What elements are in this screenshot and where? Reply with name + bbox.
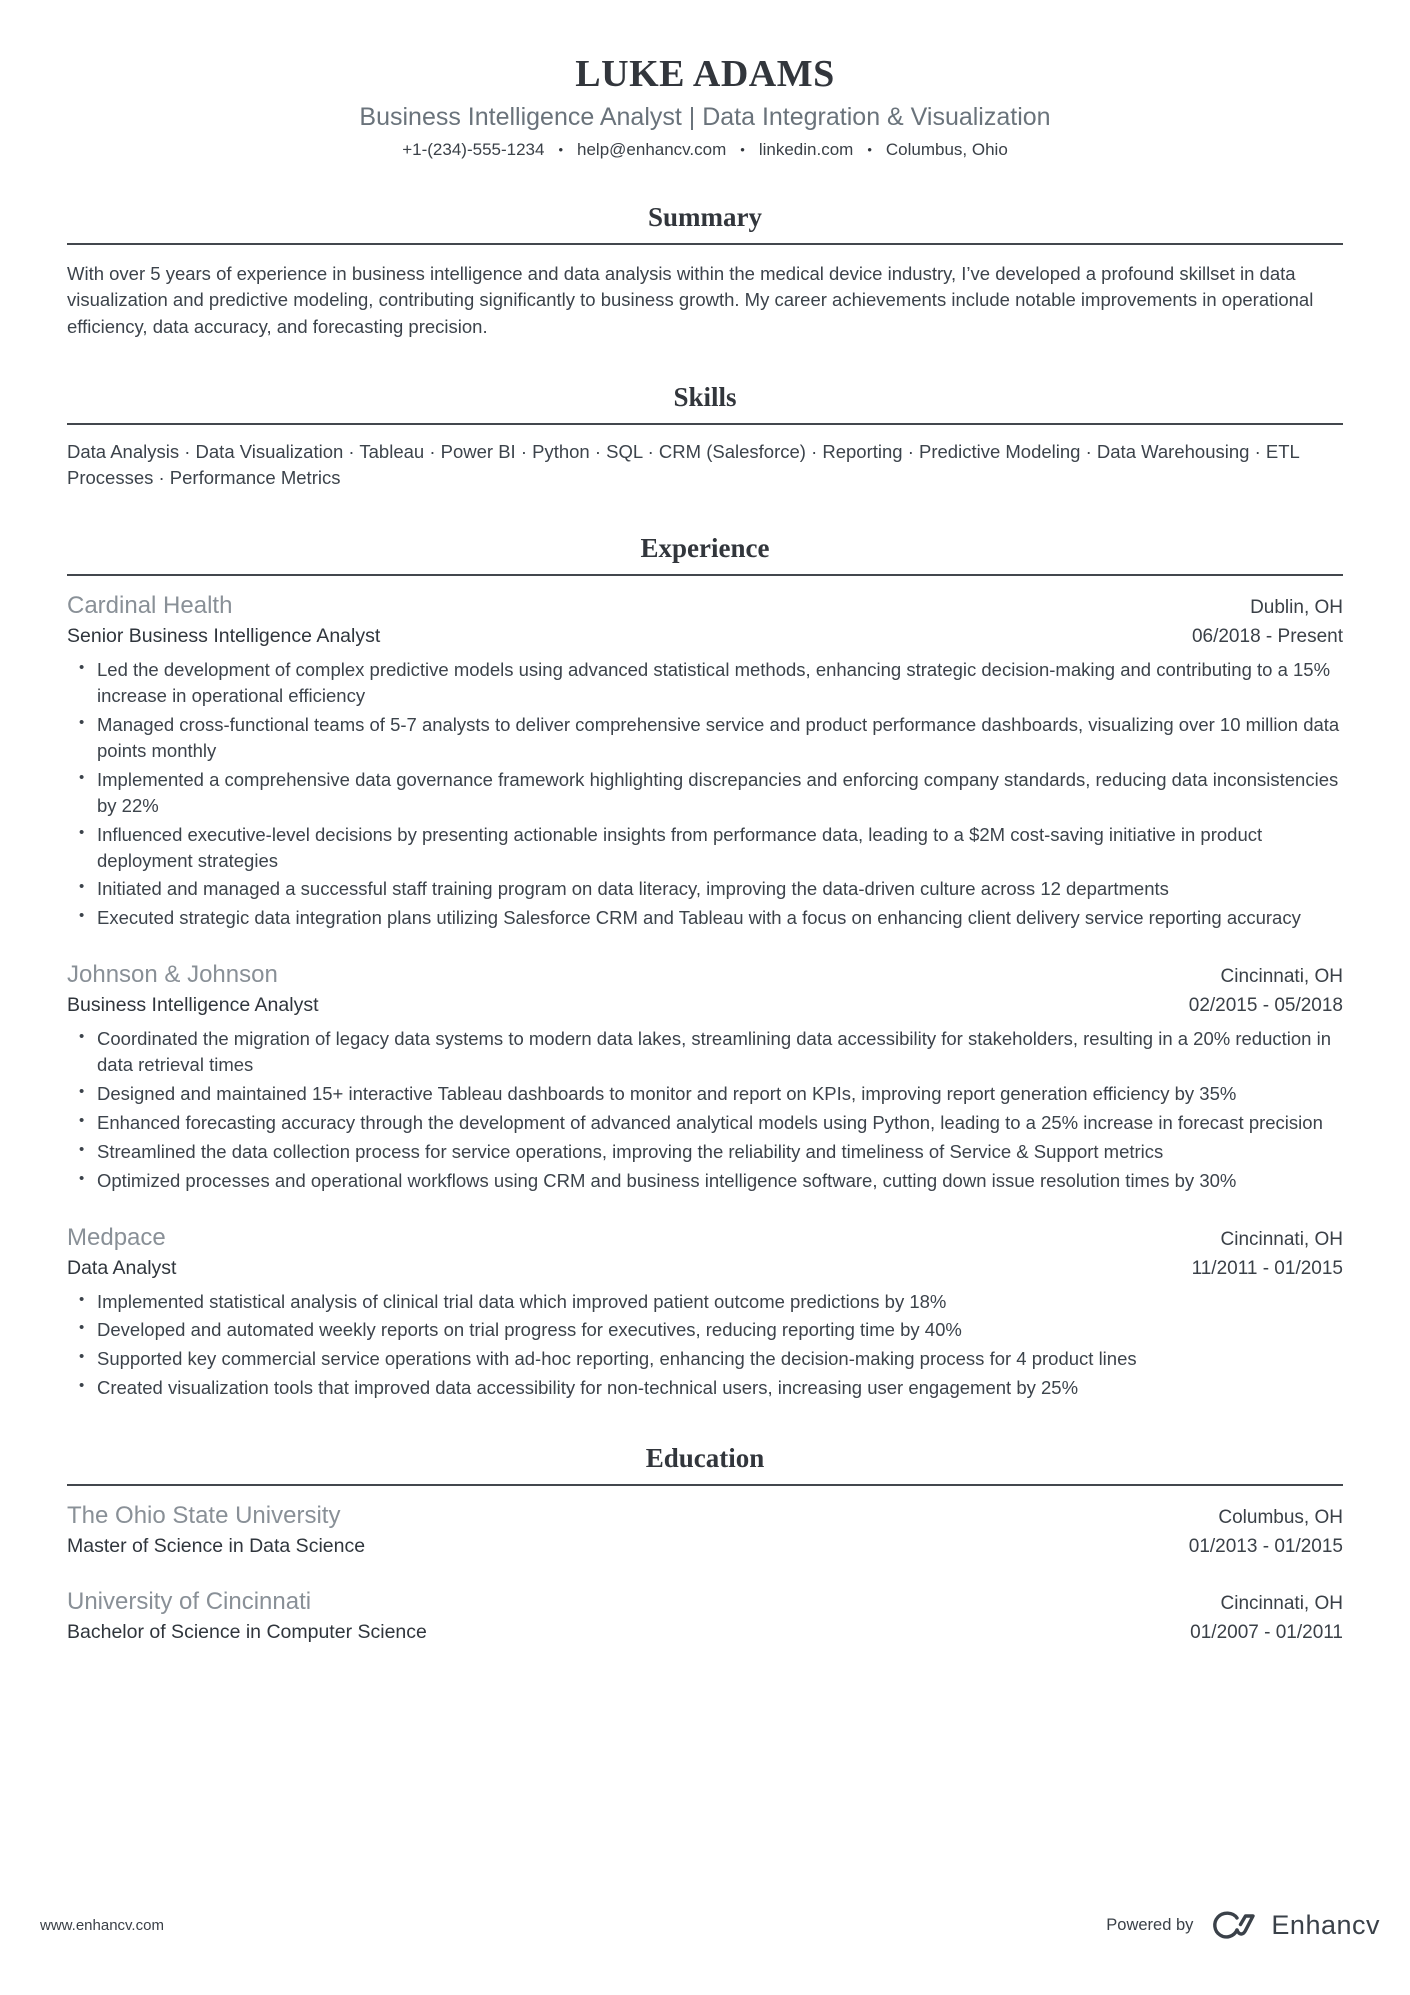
bullet-item: • Designed and maintained 15+ interactive Tableau dashboards to monitor and report on KPIs, improving report generation efficiency by 35%: [97, 1081, 1343, 1107]
footer-website-link[interactable]: www.enhancv.com: [40, 1916, 164, 1934]
contact-linkedin[interactable]: • linkedin.com: [726, 140, 853, 160]
education-heading: Education: [645, 1443, 765, 1474]
summary-section: [67, 202, 1343, 340]
school-location: Cincinnati, OH: [1220, 1593, 1343, 1615]
experience-section: [67, 533, 1343, 1401]
job-entry: [67, 961, 1343, 1193]
bullet-item: • Implemented statistical analysis of clinical trial data which improved patient outcome predictions by 18%: [97, 1289, 1343, 1315]
contact-phone: +1-(234)-555-1234: [402, 140, 545, 159]
summary-heading: Summary: [648, 202, 762, 232]
page-footer: [40, 1908, 1380, 1942]
section-divider: [67, 243, 1343, 245]
company-name: Cardinal Health: [67, 592, 233, 620]
bullet-item: • Influenced executive-level decisions by presenting actionable insights from performance data, leading to a $2M cost-saving initiative in product deployment strategies: [97, 822, 1343, 874]
enhancv-wordmark: Enhancv: [1271, 1909, 1380, 1940]
bullet-item: • Optimized processes and operational workflows using CRM and business intelligence software, cutting down issue resolution times by 30%: [97, 1168, 1343, 1194]
powered-by: [1106, 1908, 1380, 1942]
job-dates: 06/2018 - Present: [1191, 626, 1343, 648]
bullet-item: • Developed and automated weekly reports on trial progress for executives, reducing reporting time by 40%: [97, 1317, 1343, 1343]
company-name: Johnson & Johnson: [67, 961, 278, 989]
bullet-item: • Implemented a comprehensive data governance framework highlighting discrepancies and enforcing company standards, reducing data inconsistencies by 22%: [97, 767, 1343, 819]
bullet-item: • Coordinated the migration of legacy data systems to modern data lakes, streamlining data accessibility for stakeholders, resulting in a 20% reduction in data retrieval times: [97, 1026, 1343, 1078]
bullet-item: • Executed strategic data integration plans utilizing Salesforce CRM and Tableau with a focus on enhancing client delivery service reporting accuracy: [97, 905, 1343, 931]
skills-heading: Skills: [673, 381, 737, 412]
section-divider: [67, 1484, 1343, 1486]
job-title: Data Analyst: [67, 1256, 177, 1279]
education-section: [67, 1443, 1343, 1644]
job-location: Cincinnati, OH: [1220, 1228, 1343, 1250]
job-bullets: [67, 1026, 1343, 1193]
job-dates: 11/2011 - 01/2015: [1191, 1257, 1343, 1279]
bullet-item: • Managed cross-functional teams of 5-7 analysts to deliver comprehensive service and product performance dashboards, visualizing over 10 million data points monthly: [97, 712, 1343, 764]
job-bullets: [67, 657, 1343, 931]
job-entry: [67, 1224, 1343, 1402]
degree-name: Master of Science in Data Science: [67, 1535, 366, 1558]
school-dates: 01/2007 - 01/2011: [1190, 1622, 1343, 1644]
enhancv-logo[interactable]: [1209, 1908, 1380, 1942]
job-entry: [67, 592, 1343, 931]
bullet-item: • Created visualization tools that improved data accessibility for non-technical users, increasing user engagement by 25%: [97, 1375, 1343, 1401]
bullet-item: • Initiated and managed a successful staff training program on data literacy, improving the data-driven culture across 12 departments: [97, 876, 1343, 902]
job-location: Dublin, OH: [1250, 597, 1343, 619]
enhancv-logo-icon: [1209, 1908, 1261, 1942]
section-divider: [67, 423, 1343, 425]
bullet-item: • Led the development of complex predictive models using advanced statistical methods, enhancing strategic decision-making and contributing to a 15% increase in operational efficiency: [97, 657, 1343, 709]
job-title: Senior Business Intelligence Analyst: [67, 625, 381, 648]
resume-header: [67, 52, 1343, 160]
bullet-item: • Supported key commercial service operations with ad-hoc reporting, enhancing the decision-making process for 4 product lines: [97, 1346, 1343, 1372]
education-entry: [67, 1502, 1343, 1558]
education-entry: [67, 1588, 1343, 1644]
degree-name: Bachelor of Science in Computer Science: [67, 1621, 427, 1644]
skills-section: [67, 382, 1343, 492]
candidate-headline: Business Intelligence Analyst | Data Integration & Visualization: [359, 103, 1051, 131]
school-name: University of Cincinnati: [67, 1588, 312, 1616]
section-divider: [67, 574, 1343, 576]
school-name: The Ohio State University: [67, 1502, 341, 1530]
bullet-item: • Enhanced forecasting accuracy through the development of advanced analytical models using Python, leading to a 25% increase in forecast precision: [97, 1110, 1343, 1136]
company-name: Medpace: [67, 1223, 166, 1251]
skills-list: Data Analysis · Data Visualization · Tableau · Power BI · Python · SQL · CRM (Salesforce) · Reporting · Predictive Modeling · Data Warehousing · ETL Processes · Performance Metrics: [67, 440, 1300, 489]
job-title: Business Intelligence Analyst: [67, 994, 319, 1017]
experience-heading: Experience: [640, 533, 770, 564]
job-bullets: [67, 1289, 1343, 1402]
school-dates: 01/2013 - 01/2015: [1188, 1536, 1343, 1558]
contact-line: [67, 140, 1343, 160]
powered-by-label: Powered by: [1106, 1915, 1194, 1934]
job-location: Cincinnati, OH: [1220, 966, 1343, 988]
candidate-name: LUKE ADAMS: [575, 53, 835, 95]
contact-location: • Columbus, Ohio: [853, 140, 1007, 160]
summary-text: With over 5 years of experience in business intelligence and data analysis within the medical device industry, I’ve developed a profound skillset in data visualization and predictive modeling, contributing significantly to business growth. My career achievements include notable improvements in operational efficiency, data accuracy, and forecasting precision.: [67, 263, 1314, 337]
contact-email[interactable]: • help@enhancv.com: [544, 140, 726, 160]
bullet-item: • Streamlined the data collection process for service operations, improving the reliability and timeliness of Service & Support metrics: [97, 1139, 1343, 1165]
job-dates: 02/2015 - 05/2018: [1188, 995, 1343, 1017]
school-location: Columbus, OH: [1218, 1507, 1343, 1529]
